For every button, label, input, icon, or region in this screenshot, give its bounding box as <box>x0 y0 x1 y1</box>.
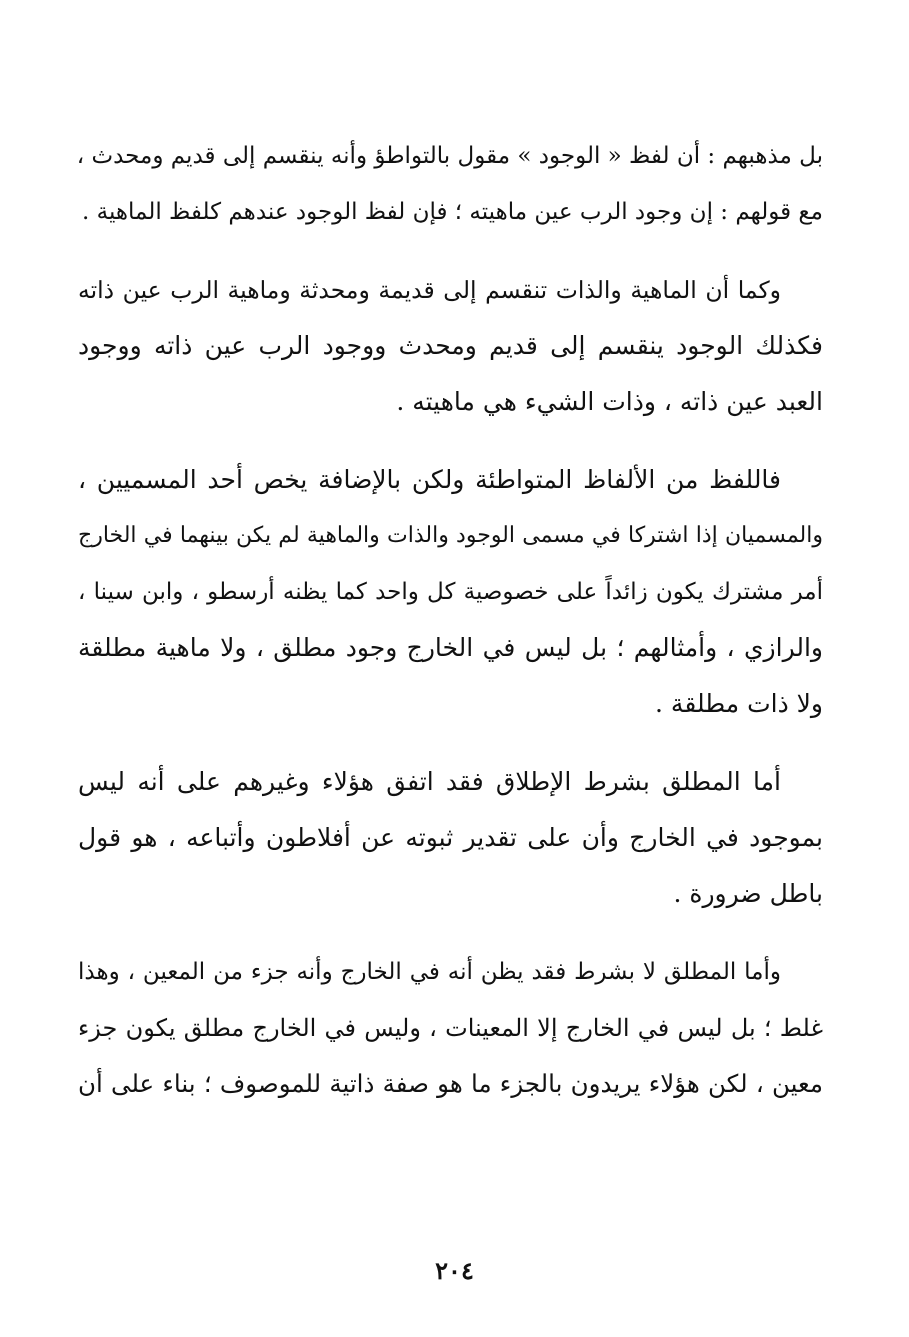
paragraph-5 <box>78 944 823 1112</box>
text-line: فكذلك الوجود ينقسم إلى قديم ومحدث ووجود الرب عين ذاته ووجود <box>78 331 823 360</box>
text-line: وكما أن الماهية والذات تنقسم إلى قديمة ومحدثة وماهية الرب عين ذاته <box>78 276 781 304</box>
text-line: والرازي ، وأمثالهم ؛ بل ليس في الخارج وجود مطلق ، ولا ماهية مطلقة <box>78 633 823 662</box>
text-line: غلط ؛ بل ليس في الخارج إلا المعينات ، وليس في الخارج مطلق يكون جزء <box>78 1014 823 1042</box>
paragraph-4 <box>78 754 823 922</box>
text-line: العبد عين ذاته ، وذات الشيء هي ماهيته . <box>396 387 823 416</box>
text-line: والمسميان إذا اشتركا في مسمى الوجود والذات والماهية لم يكن بينهما في الخارج <box>78 523 823 548</box>
text-line: بل مذهبهم : أن لفظ « الوجود » مقول بالتواطؤ وأنه ينقسم إلى قديم ومحدث ، <box>76 143 823 169</box>
text-line: وأما المطلق لا بشرط فقد يظن أنه في الخارج وأنه جزء من المعين ، وهذا <box>78 959 781 985</box>
text-line: معين ، لكن هؤلاء يريدون بالجزء ما هو صفة ذاتية للموصوف ؛ بناء على أن <box>78 1069 824 1098</box>
paragraph-1 <box>78 128 823 240</box>
text-line: فاللفظ من الألفاظ المتواطئة ولكن بالإضافة يخص أحد المسميين ، <box>78 465 781 494</box>
text-line: مع قولهم : إن وجود الرب عين ماهيته ؛ فإن لفظ الوجود عندهم كلفظ الماهية . <box>82 199 823 225</box>
page-number: ٢٠٤ <box>435 1256 474 1285</box>
text-line: باطل ضرورة . <box>673 879 823 908</box>
paragraph-2 <box>78 262 823 430</box>
text-line: ولا ذات مطلقة . <box>655 689 823 718</box>
text-line: بموجود في الخارج وأن على تقدير ثبوته عن أفلاطون وأتباعه ، هو قول <box>78 823 823 852</box>
text-line: أما المطلق بشرط الإطلاق فقد اتفق هؤلاء وغيرهم على أنه ليس <box>78 767 781 796</box>
paragraph-3 <box>78 452 823 732</box>
text-line: أمر مشترك يكون زائداً على خصوصية كل واحد كما يظنه أرسطو ، وابن سينا ، <box>78 579 823 605</box>
